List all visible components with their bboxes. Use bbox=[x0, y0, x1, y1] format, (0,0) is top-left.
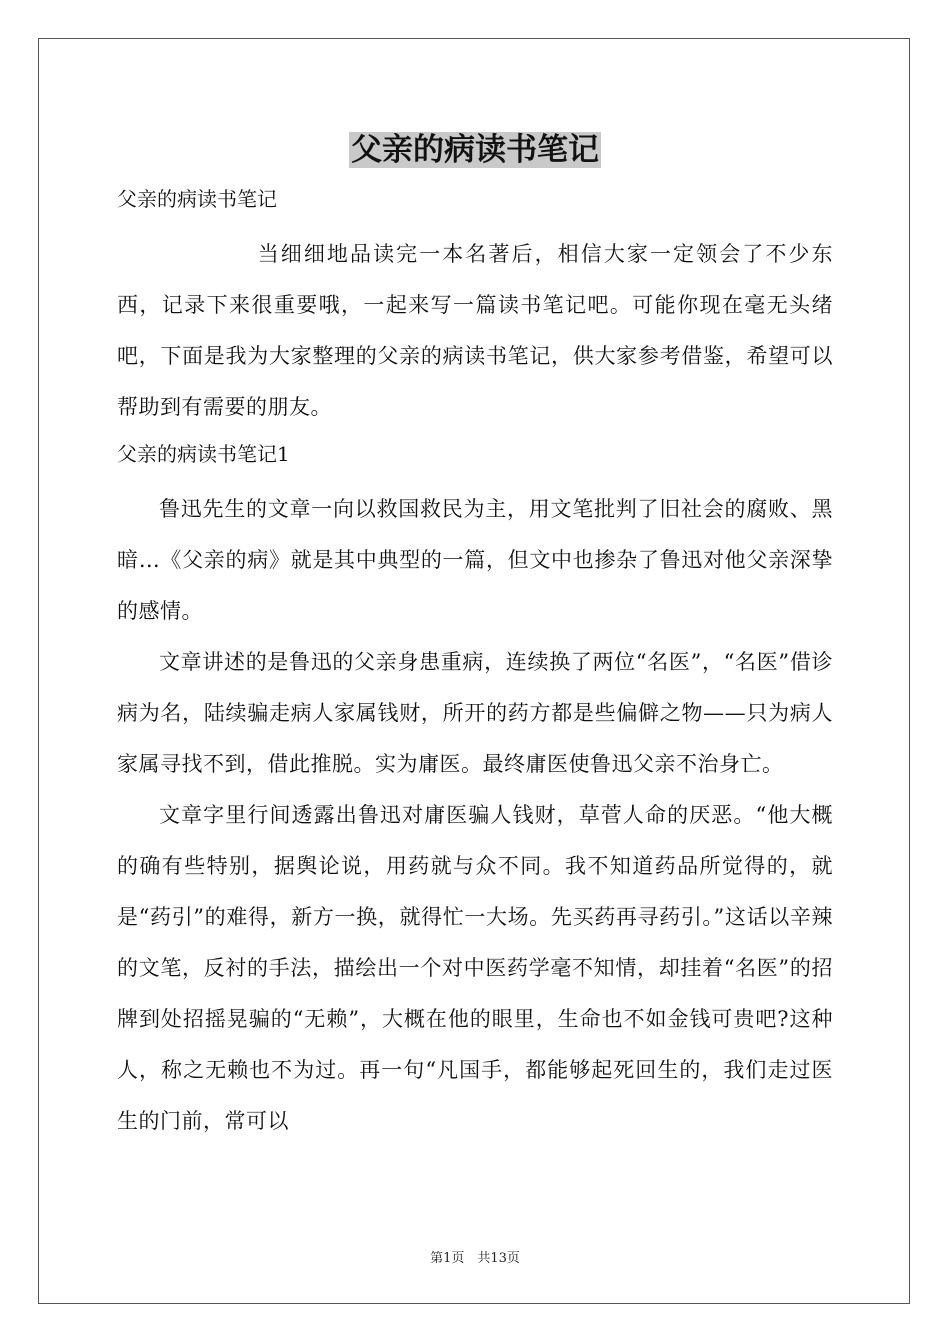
page-footer bbox=[0, 1247, 950, 1266]
body-paragraph: 文章字里行间透露出鲁迅对庸医骗人钱财，草菅人命的厌恶。“他大概的确有些特别，据舆论说，用药就与众不同。我不知道药品所觉得的，就是“药引”的难得，新方一换，就得忙一大场。先买药再寻药引。”这话以辛辣的文笔，反衬的手法，描绘出一个对中医药学毫不知情，却挂着“名医”的招牌到处招摇晃骗的“无赖”，大概在他的眼里，生命也不如金钱可贵吧?这种人，称之无赖也不为过。再一句“凡国手，都能够起死回生的，我们走过医生的门前，常可以 bbox=[117, 803, 833, 1133]
body-paragraph: 鲁迅先生的文章一向以救国救民为主，用文笔批判了旧社会的腐败、黑暗…《父亲的病》就是其中典型的一篇，但文中也掺杂了鲁迅对他父亲深挚的感情。 bbox=[117, 497, 833, 623]
document-title bbox=[117, 128, 833, 172]
page-number-label: 第1页 共13页 bbox=[430, 1251, 520, 1266]
section-heading: 父亲的病读书笔记1 bbox=[117, 442, 290, 466]
document-subtitle: 父亲的病读书笔记 bbox=[117, 187, 277, 211]
body-paragraph: 文章讲述的是鲁迅的父亲身患重病，连续换了两位“名医”，“名医”借诊病为名，陆续骗走病人家属钱财，所开的药方都是些偏僻之物——只为病人家属寻找不到，借此推脱。实为庸医。最终庸医使鲁迅父亲不治身亡。 bbox=[117, 650, 833, 776]
intro-paragraph: 当细细地品读完一本名著后，相信大家一定领会了不少东西，记录下来很重要哦，一起来写一篇读书笔记吧。可能你现在毫无头绪吧，下面是我为大家整理的父亲的病读书笔记，供大家参考借鉴，希望可以帮助到有需要的朋友。 bbox=[117, 242, 833, 419]
document-body bbox=[117, 128, 833, 1147]
document-title-text: 父亲的病读书笔记 bbox=[351, 132, 599, 168]
